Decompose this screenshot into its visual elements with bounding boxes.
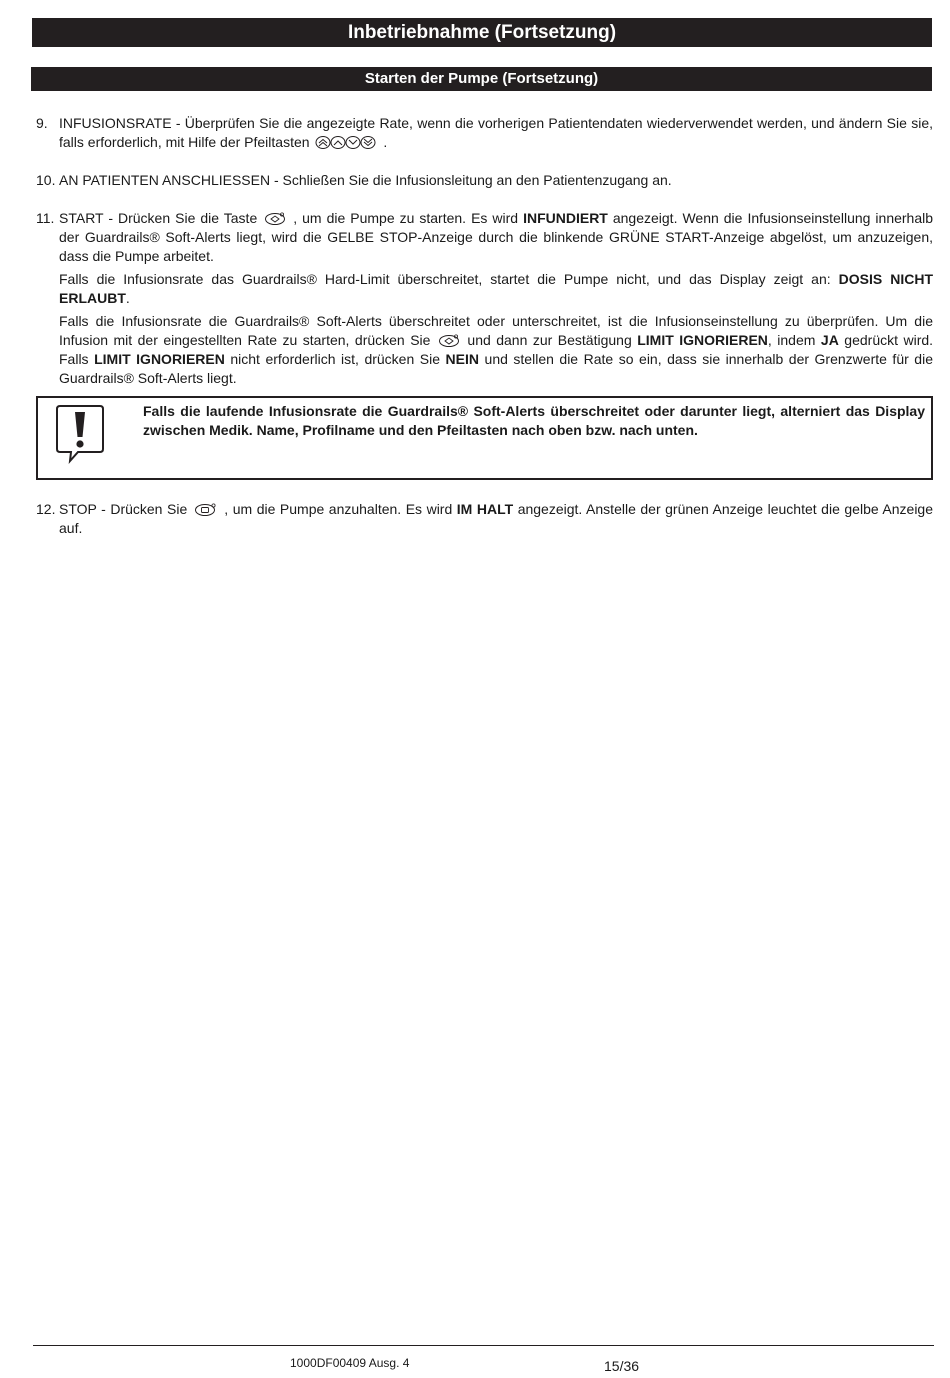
item-text: gedrückt wird. Falls: [59, 332, 934, 367]
item-text: Falls die Infusionsrate das Guardrails® Hard-Limit überschreitet, startet die Pumpe nicht, und das Display zeigt an:: [59, 271, 831, 287]
display-message: LIMIT IGNORIEREN: [637, 332, 768, 348]
item-text: AN PATIENTEN ANSCHLIESSEN - Schließen Sie die Infusionsleitung an den Patientenzugang an.: [59, 172, 672, 188]
document-id: 1000DF00409 Ausg. 4: [290, 1356, 410, 1370]
stop-key-icon: [194, 503, 218, 517]
footer-divider: [33, 1345, 934, 1346]
item-text: , um die Pumpe anzuhalten. Es wird: [224, 501, 453, 517]
item-text: nicht erforderlich ist, drücken Sie: [230, 351, 441, 367]
item-text: START - Drücken Sie die Taste: [59, 210, 258, 226]
item-text-end: .: [383, 134, 388, 150]
display-message: NEIN: [445, 351, 479, 367]
arrow-keys-icon: [315, 135, 377, 150]
item-text: INFUSIONSRATE - Überprüfen Sie die angezeigte Rate, wenn die vorherigen Patientendaten wiederverwendet werden, und ändern Sie sie, falls erforderlich, mit Hilfe der Pfeiltasten: [59, 115, 933, 150]
display-message: LIMIT IGNORIEREN: [94, 351, 225, 367]
item-text: angezeigt. Wenn die Infusionseinstellung innerhalb der Guardrails® Soft-Alerts liegt, wird die GELBE STOP-Anzeige durch die blinkende GRÜNE START-Anzeige abgelöst, um anzuzeigen, dass die Pumpe arbeitet.: [59, 210, 934, 264]
warning-note: [36, 396, 933, 480]
start-key-icon: [438, 334, 460, 348]
warning-speech-bubble-icon: [54, 403, 106, 465]
item-number: 11.: [36, 210, 55, 226]
page-number: 15/36: [604, 1358, 640, 1374]
item-text: und dann zur Bestätigung: [467, 332, 632, 348]
section-title: Starten der Pumpe (Fortsetzung): [31, 67, 932, 91]
display-message: DOSIS NICHT ERLAUBT: [59, 271, 934, 306]
page-title: Inbetriebnahme (Fortsetzung): [32, 18, 932, 47]
start-key-icon: [264, 212, 286, 226]
item-number: 12.: [36, 501, 56, 517]
list-item-12: [36, 500, 933, 538]
item-text: , um die Pumpe zu starten. Es wird: [293, 210, 519, 226]
item-text: Falls die Infusionsrate die Guardrails® Soft-Alerts überschreitet oder unterschreitet, ist die Infusionseinstellung zu überprüfen. Um die Infusion mit der eingestellten Rate zu starten, drücken Sie: [59, 313, 933, 348]
display-message: IM HALT: [456, 501, 514, 517]
list-item-10: [36, 171, 933, 190]
list-item-9: [36, 114, 933, 152]
item-number: 10.: [36, 172, 56, 188]
item-text: und stellen die Rate so ein, dass sie innerhalb der Grenzwerte für die Guardrails® Soft-Alerts liegt.: [59, 351, 933, 386]
instruction-list: [36, 114, 933, 557]
display-message: JA: [820, 332, 839, 348]
item-number: 9.: [36, 115, 48, 131]
item-text: .: [125, 290, 130, 306]
list-item-11: [36, 209, 933, 388]
item-text: STOP - Drücken Sie: [59, 501, 188, 517]
note-text: Falls die laufende Infusionsrate die Guardrails® Soft-Alerts überschreitet oder darunter liegt, alterniert das Display zwischen Medik. Name, Profilname und den Pfeiltasten nach oben bzw. nach unten.: [143, 403, 925, 438]
item-text: , indem: [767, 332, 816, 348]
display-message: INFUNDIERT: [523, 210, 608, 226]
item-text: angezeigt. Anstelle der grünen Anzeige leuchtet die gelbe Anzeige auf.: [59, 501, 933, 536]
